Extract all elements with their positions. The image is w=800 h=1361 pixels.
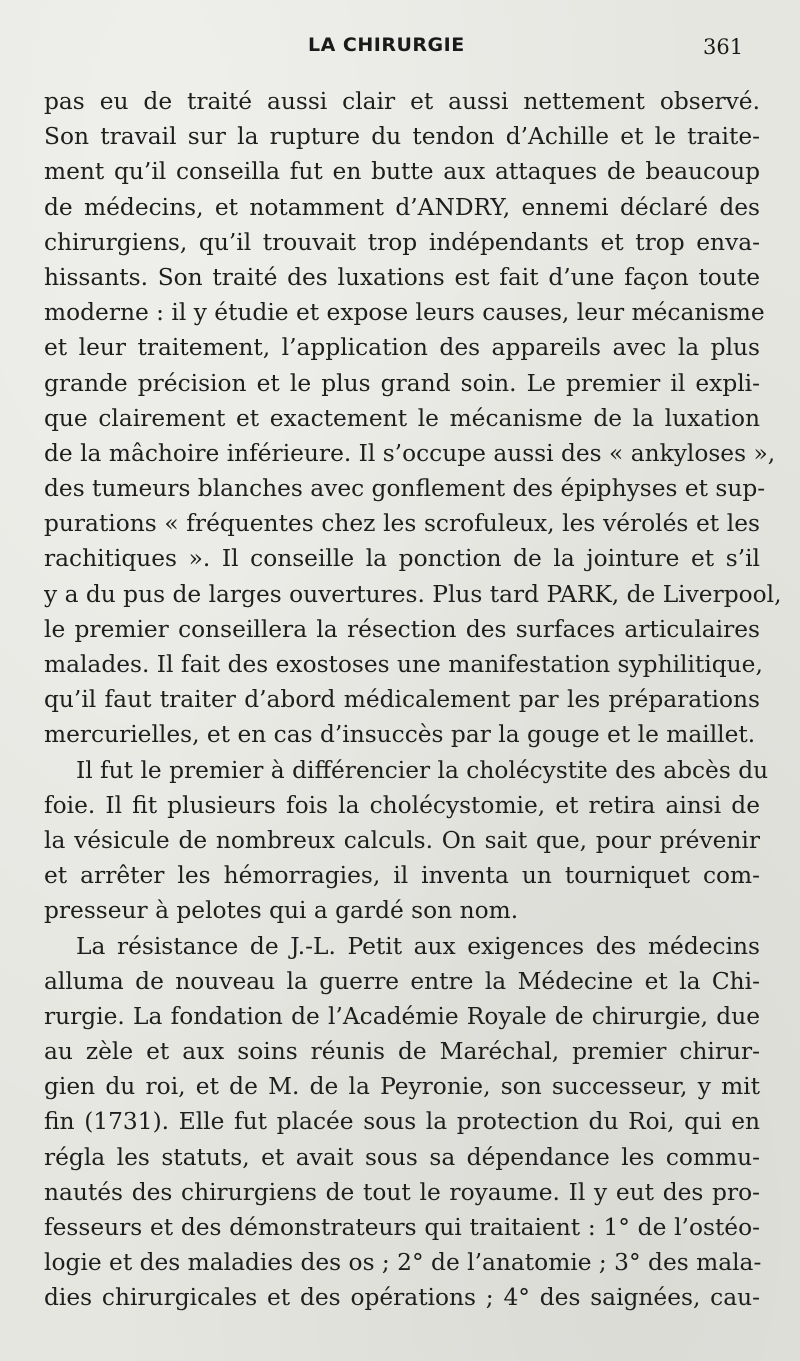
running-head [0, 34, 800, 64]
running-title: LA CHIRURGIE [308, 34, 465, 56]
text-line: logie et des maladies des os ; 2° de l’anatomie ; 3° des mala- [44, 1249, 762, 1277]
text-line: y a du pus de larges ouvertures. Plus tard PARK, de Liverpool, [44, 580, 782, 608]
text-line: La résistance de J.-L. Petit aux exigences des médecins [76, 932, 760, 960]
text-line: la vésicule de nombreux calculs. On sait que, pour prévenir [44, 826, 760, 854]
text-line: rachitiques ». Il conseille la ponction de la jointure et s’il [44, 545, 760, 573]
text-line: fesseurs et des démonstrateurs qui traitaient : 1° de l’ostéo- [44, 1214, 760, 1241]
text-line: qu’il faut traiter d’abord médicalement par les préparations [44, 686, 760, 714]
text-line: grande précision et le plus grand soin. Le premier il expli- [44, 369, 760, 397]
body-text [44, 84, 782, 1316]
text-line: purations « fréquentes chez les scrofuleux, les vérolés et les [44, 510, 760, 538]
text-line: des tumeurs blanches avec gonflement des épiphyses et sup- [44, 475, 766, 503]
text-line: foie. Il fit plusieurs fois la cholécystomie, et retira ainsi de [44, 791, 760, 819]
text-line: et leur traitement, l’application des appareils avec la plus [44, 334, 760, 362]
text-line: presseur à pelotes qui a gardé son nom. [44, 897, 519, 925]
text-line: le premier conseillera la résection des surfaces articulaires [44, 615, 760, 643]
text-line: que clairement et exactement le mécanisme de la luxation [44, 404, 760, 432]
text-line: malades. Il fait des exostoses une manifestation syphilitique, [44, 651, 763, 678]
text-line: nautés des chirurgiens de tout le royaume. Il y eut des pro- [44, 1178, 760, 1206]
text-line: hissants. Son traité des luxations est fait d’une façon toute [44, 263, 760, 291]
text-line: et arrêter les hémorragies, il inventa un tourniquet com- [44, 862, 760, 890]
text-line: dies chirurgicales et des opérations ; 4° des saignées, cau- [44, 1284, 760, 1312]
text-line: ment qu’il conseilla fut en butte aux attaques de beaucoup [44, 158, 760, 186]
text-line: pas eu de traité aussi clair et aussi nettement observé. [44, 88, 760, 115]
text-line: Son travail sur la rupture du tendon d’Achille et le traite- [44, 123, 760, 151]
text-line: chirurgiens, qu’il trouvait trop indépendants et trop enva- [44, 228, 760, 256]
text-line: rurgie. La fondation de l’Académie Royale de chirurgie, due [44, 1002, 760, 1030]
text-line: fin (1731). Elle fut placée sous la protection du Roi, qui en [44, 1108, 760, 1136]
text-line: régla les statuts, et avait sous sa dépendance les commu- [44, 1143, 760, 1171]
text-line: gien du roi, et de M. de la Peyronie, son successeur, y mit [44, 1073, 760, 1101]
text-line: mercurielles, et en cas d’insuccès par la gouge et le maillet. [44, 721, 756, 749]
text-line: au zèle et aux soins réunis de Maréchal, premier chirur- [44, 1038, 760, 1066]
page-number: 361 [703, 35, 744, 59]
text-line: moderne : il y étudie et expose leurs causes, leur mécanisme [44, 299, 765, 327]
text-line: de médecins, et notamment d’ANDRY, ennemi déclaré des [44, 193, 760, 221]
text-line: alluma de nouveau la guerre entre la Médecine et la Chi- [44, 967, 760, 995]
text-line: Il fut le premier à différencier la cholécystite des abcès du [76, 756, 769, 784]
text-line: de la mâchoire inférieure. Il s’occupe aussi des « ankyloses », [44, 439, 776, 467]
